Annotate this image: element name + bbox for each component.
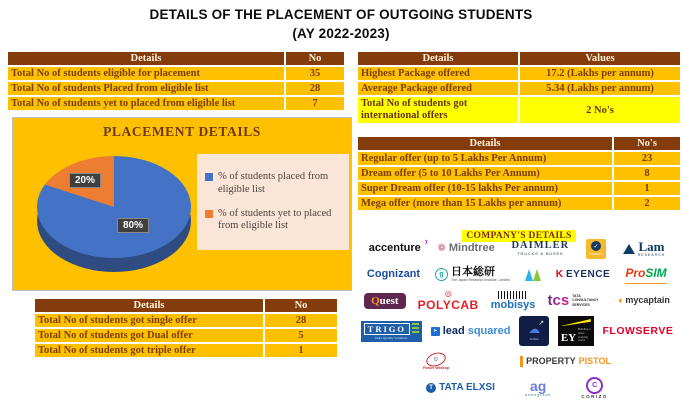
value-cell: 8	[614, 167, 680, 180]
target-circle-icon: ◎	[444, 289, 452, 298]
pie-label-80: 80%	[117, 218, 149, 233]
m-chevron-logo	[525, 269, 541, 281]
column-header-details: Details	[35, 299, 263, 312]
table-row	[8, 67, 344, 80]
flowserve-logo: FLOWSERVE	[602, 324, 674, 337]
table-row	[358, 197, 680, 210]
value-cell: 7	[286, 97, 344, 110]
green-hatch-icon	[412, 323, 419, 334]
corizo-logo: C CORIZO	[581, 377, 608, 400]
detail-cell: Highest Package offered	[358, 67, 518, 80]
table-row	[358, 67, 680, 80]
ellipse-gear-icon: ⚙	[425, 350, 448, 369]
page-title-line1: DETAILS OF THE PLACEMENT OF OUTGOING STUDENTS	[149, 7, 533, 22]
table-row	[358, 82, 680, 95]
column-header-details: Details	[358, 137, 612, 150]
value-cell: 17.2 (Lakhs per annum)	[520, 67, 680, 80]
circle-g-icon: g	[435, 268, 448, 281]
legend-swatch-blue	[205, 173, 213, 181]
cognizant-logo: Cognizant	[366, 268, 421, 280]
value-cell: 5	[265, 329, 337, 342]
eligibility-table	[6, 50, 346, 112]
polycab-logo: ◎ POLYCAB	[417, 289, 479, 312]
value-cell: 28	[265, 314, 337, 327]
logo-row-1	[352, 238, 682, 259]
jetfire-logo: ☁ ↗ Jetfire	[519, 316, 549, 346]
companies-heading: COMPANY'S DETAILS	[356, 225, 682, 243]
propertypistol-logo: PROPERTY PISTOL	[520, 356, 611, 367]
value-cell: 2	[614, 197, 680, 210]
chart-title: PLACEMENT DETAILS	[103, 124, 261, 139]
detail-cell: Total No of students got international offers	[358, 97, 518, 123]
orange-rule	[625, 283, 667, 284]
table-header-row	[358, 52, 680, 65]
value-cell: 5.34 (Lakhs per annum)	[520, 82, 680, 95]
table-row	[358, 152, 680, 165]
logo-row-4	[352, 316, 682, 346]
keyence-logo: K EYENCE	[555, 268, 611, 280]
value-cell: 1	[265, 344, 337, 357]
legend-label: % of students yet to placed from eligible list	[218, 207, 332, 232]
value-cell: 28	[286, 82, 344, 95]
value-cell: 2 No's	[520, 97, 680, 123]
mindtree-rosette-icon: ❁	[437, 242, 446, 254]
japan-research-institute-logo: g 日本総研 The Japan Research Institute, Limited	[435, 267, 510, 283]
detail-cell: Super Dream offer (10-15 lakhs Per annum)	[358, 182, 612, 195]
column-header-no: No	[265, 299, 337, 312]
pie-chart	[37, 156, 191, 258]
legend-item-yet-to-place	[205, 208, 341, 233]
torch-icon: ♦	[618, 295, 623, 305]
column-header-no: No	[286, 52, 344, 65]
detail-cell: Total No of students got Dual offer	[35, 329, 263, 342]
logo-row-6	[352, 377, 682, 400]
logo-row-2	[352, 264, 682, 285]
page-title	[0, 5, 682, 43]
value-cell: 1	[614, 182, 680, 195]
tcs-logo: tcs TATA CONSULTANCY SERVICES	[547, 292, 599, 309]
leadsquared-logo: ➤ lead squared	[431, 326, 511, 337]
table-row	[35, 344, 337, 357]
chart-legend	[197, 154, 349, 250]
acmegrade-logo: ag acmegrade	[524, 378, 552, 397]
package-table	[356, 50, 682, 125]
column-header-values: Values	[520, 52, 680, 65]
table-header-row	[358, 137, 680, 150]
table-header-row	[8, 52, 344, 65]
talentserve-logo: ✓ TalentServe	[586, 239, 606, 259]
barcode-icon	[498, 291, 528, 299]
legend-swatch-orange	[205, 210, 213, 218]
table-row	[8, 97, 344, 110]
offer-category-table	[356, 135, 682, 212]
ey-logo: EY Building a better working world	[558, 316, 594, 346]
m-chevron-icon	[525, 269, 541, 281]
value-cell: 23	[614, 152, 680, 165]
detail-cell: Regular offer (up to 5 Lakhs Per Annum)	[358, 152, 612, 165]
cloud-icon: ☁ ↗	[528, 318, 545, 336]
detail-cell: Average Package offered	[358, 82, 518, 95]
lam-research-logo: Lam RESEARCH	[623, 240, 665, 258]
value-cell: 35	[286, 67, 344, 80]
legend-item-placed	[205, 171, 341, 196]
yellow-beam-icon	[561, 319, 591, 326]
daimler-logo: DAIMLER TRUCKS & BUSES	[511, 239, 570, 257]
logo-row-5	[352, 351, 682, 372]
table-row	[8, 82, 344, 95]
multi-offer-table	[33, 297, 339, 359]
mobisys-logo: mobisys	[491, 291, 536, 311]
company-logo-wall	[352, 238, 682, 400]
column-header-details: Details	[8, 52, 284, 65]
detail-cell: Total No of students eligible for placement	[8, 67, 284, 80]
arrow-square-icon: ➤	[431, 327, 440, 336]
page-title-line2: (AY 2022-2023)	[292, 26, 390, 41]
arrow-up-icon: ↗	[538, 318, 545, 327]
trigo-logo: TRIGO Data Quality Solutions	[361, 321, 422, 342]
table-header-row	[35, 299, 337, 312]
table-row	[35, 329, 337, 342]
fowler-westrup-logo: ⚙ Fowler Westrup	[423, 353, 449, 371]
prosim-logo: ProSIM	[625, 265, 667, 284]
mycaptain-logo: ♦ mycaptain	[618, 295, 670, 305]
table-row	[358, 167, 680, 180]
table-row	[35, 314, 337, 327]
legend-label: % of students placed from eligible list	[218, 171, 329, 195]
highlight-row	[358, 97, 680, 123]
logo-row-3	[352, 290, 682, 311]
quest-logo: Quest	[364, 293, 406, 309]
check-icon: ✓	[591, 241, 601, 251]
tata-elxsi-logo: T TATA ELXSI	[426, 383, 495, 393]
detail-cell: Dream offer (5 to 10 Lakhs Per Annum)	[358, 167, 612, 180]
detail-cell: Total No of students got single offer	[35, 314, 263, 327]
table-row	[358, 182, 680, 195]
accenture-logo: › accenture	[368, 236, 428, 254]
orange-bar-icon	[520, 356, 523, 367]
detail-cell: Total No of students Placed from eligible list	[8, 82, 284, 95]
pie-label-20: 20%	[69, 173, 101, 188]
detail-cell: Mega offer (more than 15 Lakhs per annum)	[358, 197, 612, 210]
triangle-icon	[623, 244, 635, 254]
placement-pie-chart-panel	[12, 117, 352, 291]
accenture-chevron-icon: ›	[424, 236, 428, 246]
tata-circle-icon: T	[426, 383, 436, 393]
column-header-details: Details	[358, 52, 518, 65]
column-header-nos: No's	[614, 137, 680, 150]
detail-cell: Total No of students got triple offer	[35, 344, 263, 357]
mindtree-logo: ❁ Mindtree	[437, 242, 495, 254]
detail-cell: Total No of students yet to placed from eligible list	[8, 97, 284, 110]
